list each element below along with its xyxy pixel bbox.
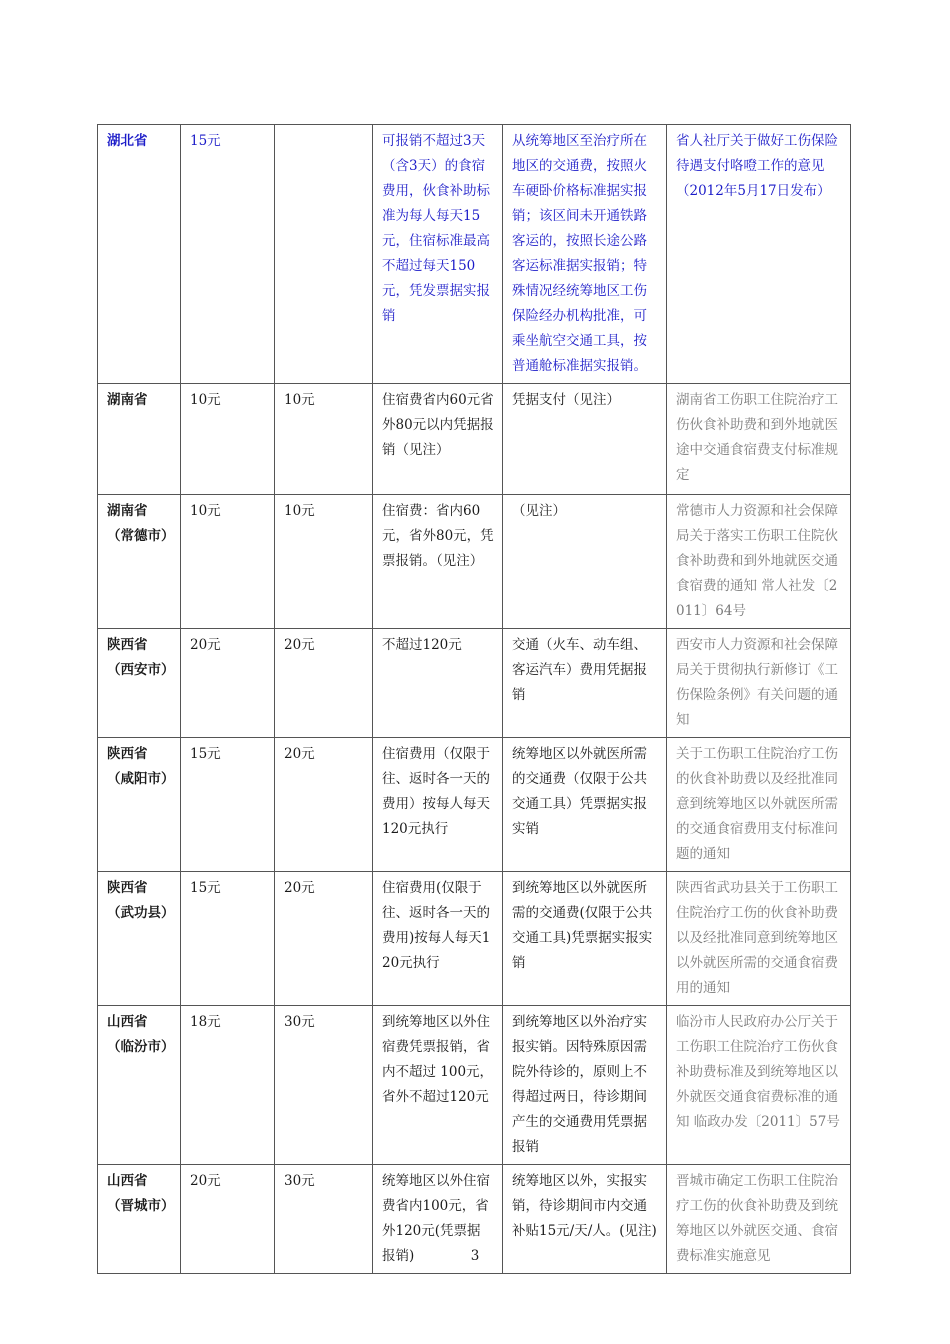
lodging-cell: 住宿费用(仅限于往、返时各一天的费用)按每人每天120元执行 (373, 872, 503, 1006)
meal-allowance-cell: 20元 (181, 629, 275, 738)
meal-allowance-cell: 15元 (181, 738, 275, 872)
policy-source-cell: 省人社厅关于做好工伤保险待遇支付咯噔工作的意见（2012年5月17日发布） (667, 125, 851, 384)
lodging-cell: 到统筹地区以外住宿费凭票报销，省内不超过 100元，省外不超过120元 (373, 1006, 503, 1165)
benefit-standards-table (97, 124, 851, 1274)
table-row (98, 384, 851, 495)
transport-cell: （见注） (503, 495, 667, 629)
transport-cell: 到统筹地区以外就医所需的交通费(仅限于公共交通工具)凭票据实报实销 (503, 872, 667, 1006)
transport-cell: 交通（火车、动车组、客运汽车）费用凭据报销 (503, 629, 667, 738)
transport-cell: 从统筹地区至治疗所在地区的交通费，按照火车硬卧价格标准据实报销；该区间未开通铁路客运的，按照长途公路客运标准据实报销；特殊情况经统筹地区工伤保险经办机构批准，可乘坐航空交通工具，按普通舱标准据实报销。 (503, 125, 667, 384)
province-cell: 陕西省（武功县） (98, 872, 181, 1006)
lodging-cell: 住宿费：省内60元，省外80元，凭票报销。（见注） (373, 495, 503, 629)
table-row (98, 738, 851, 872)
table-row (98, 125, 851, 384)
meal-allowance-cell: 18元 (181, 1006, 275, 1165)
page-number: 3 (470, 1248, 480, 1264)
meal-allowance-cell: 15元 (181, 125, 275, 384)
table-row (98, 495, 851, 629)
province-cell: 山西省（晋城市） (98, 1165, 181, 1274)
policy-source-cell: 关于工伤职工住院治疗工伤的伙食补助费以及经批准同意到统筹地区以外就医所需的交通食宿费用支付标准问题的通知 (667, 738, 851, 872)
province-cell: 陕西省（西安市） (98, 629, 181, 738)
table-row (98, 1006, 851, 1165)
allowance-cell: 10元 (275, 384, 373, 495)
allowance-cell (275, 125, 373, 384)
meal-allowance-cell: 15元 (181, 872, 275, 1006)
table-row (98, 872, 851, 1006)
transport-cell: 凭据支付（见注） (503, 384, 667, 495)
lodging-cell: 住宿费用（仅限于往、返时各一天的费用）按每人每天120元执行 (373, 738, 503, 872)
allowance-cell: 30元 (275, 1006, 373, 1165)
province-cell: 山西省（临汾市） (98, 1006, 181, 1165)
lodging-cell: 住宿费省内60元省外80元以内凭据报销（见注） (373, 384, 503, 495)
allowance-cell: 20元 (275, 629, 373, 738)
allowance-cell: 30元 (275, 1165, 373, 1274)
meal-allowance-cell: 20元 (181, 1165, 275, 1274)
transport-cell: 统筹地区以外，实报实销，待诊期间市内交通补贴15元/天/人。(见注) (503, 1165, 667, 1274)
policy-source-cell: 西安市人力资源和社会保障局关于贯彻执行新修订《工伤保险条例》有关问题的通知 (667, 629, 851, 738)
policy-source-cell: 晋城市确定工伤职工住院治疗工伤的伙食补助费及到统筹地区以外就医交通、食宿费标准实施意见 (667, 1165, 851, 1274)
meal-allowance-cell: 10元 (181, 495, 275, 629)
transport-cell: 统筹地区以外就医所需的交通费（仅限于公共交通工具）凭票据实报实销 (503, 738, 667, 872)
province-cell: 湖南省 (98, 384, 181, 495)
policy-source-cell: 湖南省工伤职工住院治疗工伤伙食补助费和到外地就医途中交通食宿费支付标准规定 (667, 384, 851, 495)
allowance-cell: 20元 (275, 872, 373, 1006)
policy-source-cell: 常德市人力资源和社会保障局关于落实工伤职工住院伙食补助费和到外地就医交通食宿费的通知 常人社发〔2011〕64号 (667, 495, 851, 629)
policy-source-cell: 陕西省武功县关于工伤职工住院治疗工伤的伙食补助费以及经批准同意到统筹地区以外就医所需的交通食宿费用的通知 (667, 872, 851, 1006)
transport-cell: 到统筹地区以外治疗实报实销。因特殊原因需院外待诊的，原则上不得超过两日，待诊期间产生的交通费用凭票据报销 (503, 1006, 667, 1165)
lodging-cell: 可报销不超过3天（含3天）的食宿费用，伙食补助标准为每人每天15元，住宿标准最高不超过每天150元，凭发票据实报销 (373, 125, 503, 384)
lodging-cell: 不超过120元 (373, 629, 503, 738)
province-cell: 湖北省 (98, 125, 181, 384)
allowance-cell: 20元 (275, 738, 373, 872)
policy-source-cell: 临汾市人民政府办公厅关于工伤职工住院治疗工伤伙食补助费标准及到统筹地区以外就医交通食宿费标准的通知 临政办发〔2011〕57号 (667, 1006, 851, 1165)
province-cell: 陕西省（咸阳市） (98, 738, 181, 872)
allowance-cell: 10元 (275, 495, 373, 629)
province-cell: 湖南省（常德市） (98, 495, 181, 629)
meal-allowance-cell: 10元 (181, 384, 275, 495)
lodging-cell: 统筹地区以外住宿费省内100元，省外120元(凭票据报销) (373, 1165, 503, 1274)
table-row (98, 629, 851, 738)
